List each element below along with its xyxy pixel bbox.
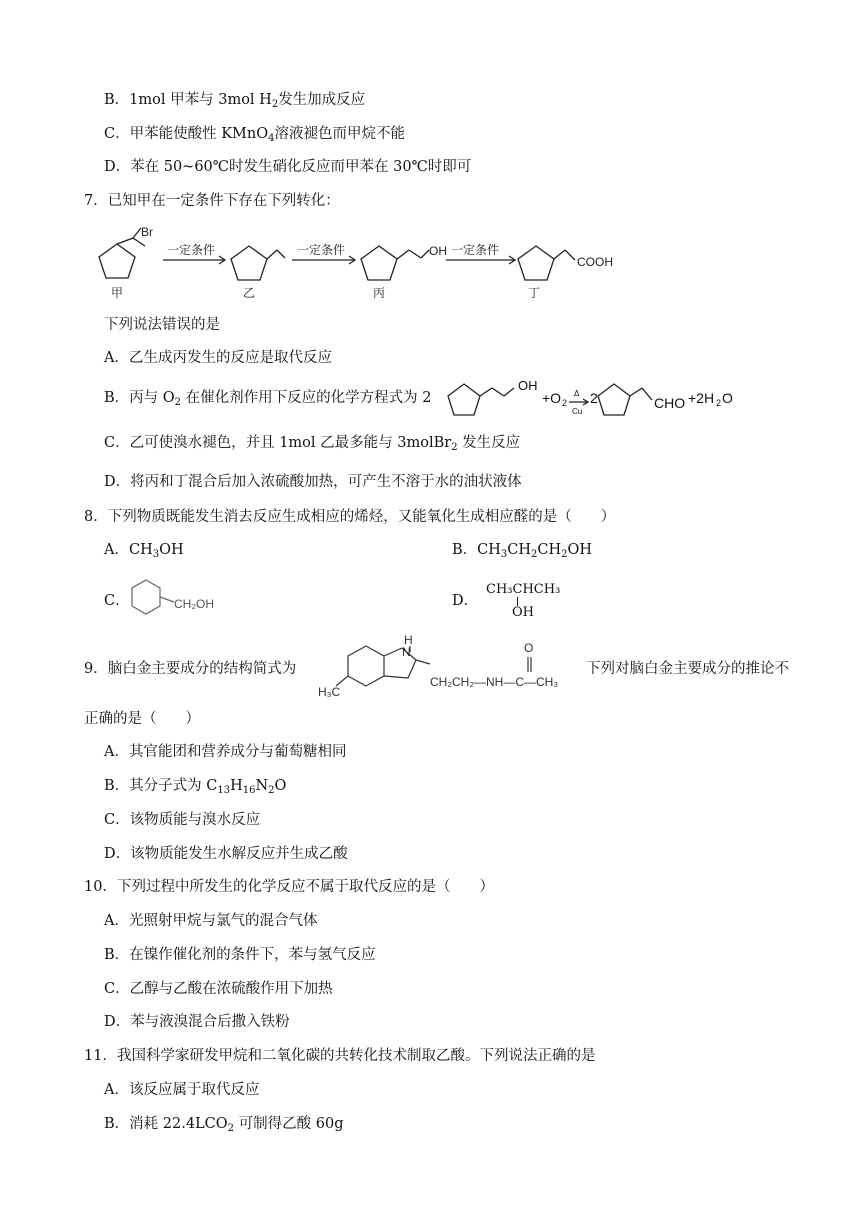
q9-stem: 9．脑白金主要成分的结构简式为	[84, 661, 297, 677]
svg-text:2: 2	[562, 398, 568, 408]
svg-text:2: 2	[716, 398, 722, 408]
svg-text:CHO: CHO	[654, 395, 686, 411]
q6-option-d: D．苯在 50~60℃时发生硝化反应而甲苯在 30℃时即可	[104, 159, 472, 175]
q9-option-c: C．该物质能与溴水反应	[104, 812, 261, 828]
svg-text:+O: +O	[542, 390, 562, 406]
q7-option-c: C．乙可使溴水褪色，并且 1mol 乙最多能与 3molBr$_2$ 发生反应	[104, 435, 521, 453]
oh-label: OH	[429, 244, 447, 258]
q7-option-d: D．将丙和丁混合后加入浓硫酸加热，可产生不溶于水的油状液体	[104, 474, 522, 490]
reagent-label-1: 一定条件	[167, 243, 216, 257]
svg-text:Δ: Δ	[574, 389, 580, 398]
svg-text:Cu: Cu	[572, 407, 583, 416]
q10-option-b: B．在镍作催化剂的条件下，苯与氢气反应	[104, 947, 376, 963]
svg-text:O: O	[722, 390, 733, 406]
q7-option-b: B．丙与 $O_2$ 在催化剂作用下反应的化学方程式为 2	[104, 390, 432, 408]
q9-stem-line2: 正确的是（ ）	[84, 711, 200, 727]
q7-reaction-scheme	[95, 224, 635, 304]
compound-bing-ring	[361, 246, 397, 280]
q8-option-c-structure	[128, 576, 238, 622]
compound-ding-ring	[518, 246, 554, 280]
q7-option-b-equation	[446, 372, 746, 424]
q11-option-b: B．消耗 $22.4LCO_2$ 可制得乙酸 60g	[104, 1116, 344, 1134]
q6-option-c: C．甲苯能使酸性 KMnO$_4$溶液褪色而甲烷不能	[104, 126, 405, 144]
q10-option-d: D．苯与液溴混合后撒入铁粉	[104, 1014, 290, 1030]
q7-prompt: 下列说法错误的是	[104, 317, 220, 333]
svg-text:OH: OH	[518, 378, 538, 393]
svg-text:H: H	[404, 633, 413, 647]
q9-option-b: B．其分子式为 $C_{13}H_{16}N_2O$	[104, 778, 287, 796]
q8-option-d-structure-bottom: OH	[512, 605, 534, 620]
q10-option-a: A．光照射甲烷与氯气的混合气体	[104, 913, 318, 929]
br-label: Br	[141, 225, 153, 239]
q11-option-a: A．该反应属于取代反应	[104, 1082, 260, 1098]
svg-text:2: 2	[590, 390, 598, 406]
q6-option-b: B．1mol 甲苯与 3mol $H_2$发生加成反应	[104, 92, 366, 110]
compound-yi-ring	[231, 246, 267, 280]
q7-option-a: A．乙生成丙发生的反应是取代反应	[104, 350, 332, 366]
q9-option-d: D．该物质能发生水解反应并生成乙酸	[104, 846, 348, 862]
q8-option-c: C．	[104, 593, 130, 609]
svg-text:O: O	[524, 641, 534, 655]
q8-option-b: B．$CH_3CH_2CH_2OH$	[452, 542, 593, 560]
q9-stem-continued: 下列对脑白金主要成分的推论不	[586, 661, 789, 677]
svg-text:+2H: +2H	[688, 390, 715, 406]
reagent-label-2: 一定条件	[297, 243, 346, 257]
q11-stem: 11．我国科学家研发甲烷和二氧化碳的共转化技术制取乙酸。下列说法正确的是	[84, 1048, 596, 1064]
svg-text:H₃C: H₃C	[318, 685, 341, 699]
q10-stem: 10．下列过程中所发生的化学反应不属于取代反应的是（ ）	[84, 879, 494, 895]
label-bing: 丙	[373, 286, 386, 300]
compound-jia-ring	[99, 244, 135, 278]
label-jia: 甲	[111, 286, 124, 300]
q10-option-c: C．乙醇与乙酸在浓硫酸作用下加热	[104, 981, 333, 997]
q8-option-d-structure-top: CH₃CHCH₃	[486, 582, 561, 597]
cooh-label: COOH	[577, 255, 613, 269]
q8-stem: 8．下列物质既能发生消去反应生成相应的烯烃，又能氧化生成相应醛的是（ ）	[84, 509, 616, 525]
svg-text:CH₂OH: CH₂OH	[174, 597, 214, 611]
svg-text:N: N	[402, 645, 411, 659]
q9-option-a: A．其官能团和营养成分与葡萄糖相同	[104, 744, 347, 760]
q8-option-d: D．	[452, 593, 479, 609]
reagent-label-3: 一定条件	[451, 243, 500, 257]
q7-stem: 7．已知甲在一定条件下存在下列转化：	[84, 193, 340, 209]
label-ding: 丁	[528, 286, 541, 300]
svg-text:CH₂CH₂—NH—C—CH₃: CH₂CH₂—NH—C—CH₃	[430, 675, 559, 689]
q9-melatonin-structure	[318, 630, 583, 702]
label-yi: 乙	[243, 286, 256, 300]
q8-option-a: A．$CH_3OH$	[104, 542, 184, 560]
